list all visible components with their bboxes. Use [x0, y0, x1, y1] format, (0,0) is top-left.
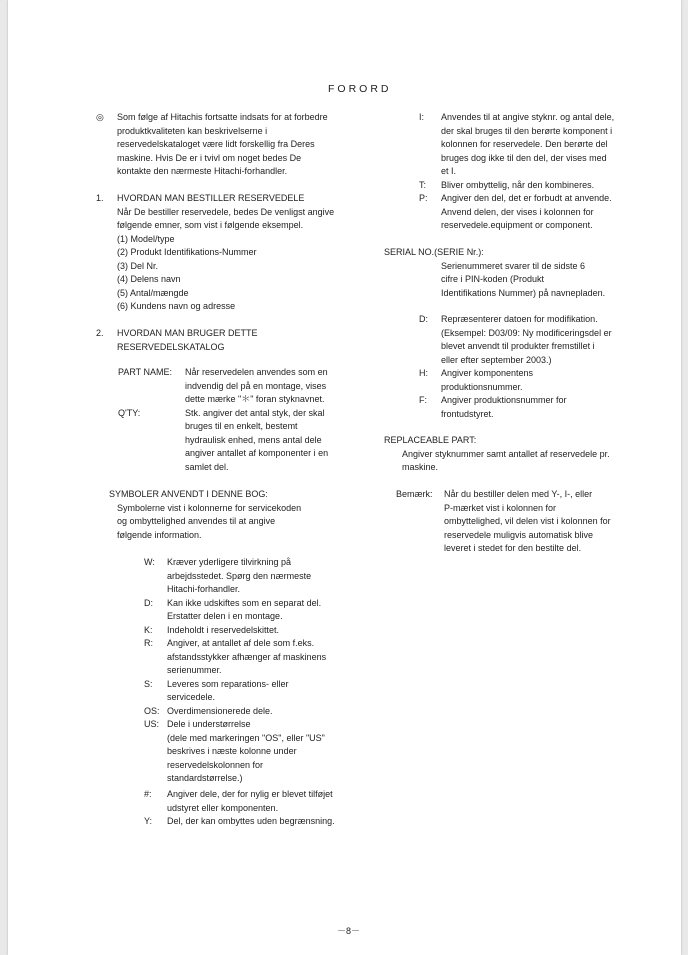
symbol-text: Angiver, at antallet af dele som f.eks.	[167, 638, 315, 648]
section-heading: RESERVEDELSKATALOG	[117, 341, 225, 352]
term-text: bruges til en enkelt, bestemt	[185, 421, 298, 431]
symbol-key: D:	[144, 597, 153, 608]
code-text: der skal bruges til den berørte komponent i	[441, 125, 613, 136]
replaceable-heading: REPLACEABLE PART:	[384, 435, 477, 445]
replaceable-text: Angiver styknummer samt antallet af reservedele pr.	[402, 448, 610, 459]
symbol-text: Erstatter delen i en montage.	[167, 611, 283, 621]
page-number: －8－	[337, 926, 361, 936]
symbol-key: W:	[144, 557, 155, 567]
symbol-text: Kan ikke udskiftes som en separat del.	[167, 597, 322, 608]
code-text: bruges dog ikke til den del, der vises med	[441, 152, 607, 163]
code-text: produktionsnummer.	[441, 381, 523, 392]
list-item: (6) Kundens navn og adresse	[117, 301, 236, 311]
list-item: (3) Del Nr.	[117, 260, 159, 271]
code-key: H:	[419, 368, 428, 378]
remark-text: P-mærket vist i kolonnen for	[444, 502, 557, 513]
symbol-key: K:	[144, 624, 153, 635]
code-text: Bliver ombyttelig, når den kombineres.	[441, 179, 595, 190]
symbol-text: Indeholdt i reservedelskittet.	[167, 624, 280, 635]
code-text: frontudstyret.	[441, 408, 494, 419]
intro-line: maskine. Hvis De er i tvivl om noget bedes De	[117, 152, 302, 163]
symbol-text: Kræver yderligere tilvirkning på	[167, 557, 292, 567]
code-text: Anvend delen, der vises i kolonnen for	[441, 206, 594, 217]
section-number: 1.	[96, 193, 104, 203]
remark-text: leveret i stedet for den bestilte del.	[444, 543, 582, 553]
symbol-text: serienummer.	[167, 665, 222, 675]
intro-line: kontakte den nærmeste Hitachi-forhandler.	[117, 166, 288, 176]
remark-text: reservedele muligvis automatisk blive	[444, 529, 594, 540]
symbols-intro: følgende information.	[117, 529, 202, 540]
symbol-key: US:	[144, 719, 160, 729]
code-text: Angiver produktionsnummer for	[441, 395, 567, 405]
code-text: eller efter september 2003.)	[441, 354, 552, 365]
document-page	[8, 0, 681, 955]
code-text: reservedele.equipment or component.	[441, 220, 593, 230]
symbol-text: arbejdsstedet. Spørg den nærmeste	[167, 570, 312, 581]
term-text: angiver antallet af komponenter i en	[185, 448, 329, 458]
symbol-key: Y:	[144, 816, 153, 826]
symbols-intro: og ombyttelighed anvendes til at angive	[117, 516, 276, 526]
symbol-text: standardstørrelse.)	[167, 773, 243, 783]
term-text: indvendig del på en montage, vises	[185, 380, 327, 391]
code-key: I:	[419, 112, 425, 122]
list-item: (1) Model/type	[117, 233, 175, 244]
serial-text: Identifikations Nummer) på navnepladen.	[441, 287, 606, 298]
code-text: et I.	[441, 166, 457, 176]
code-text: (Eksempel: D03/09: Ny modificeringsdel er	[441, 327, 612, 338]
replaceable-text: maskine.	[402, 462, 439, 472]
bullet-marker: ◎	[96, 112, 104, 122]
code-text: kolonnen for reservedele. Den berørte del	[441, 139, 608, 149]
symbol-key: OS:	[144, 705, 160, 716]
section-heading: HVORDAN MAN BRUGER DETTE	[117, 328, 258, 338]
code-key: T:	[419, 179, 427, 190]
symbol-text: Angiver dele, der for nylig er blevet tilføjet	[167, 789, 333, 799]
term-text: Stk. angiver det antal styk, der skal	[185, 407, 325, 418]
symbol-key: R:	[144, 638, 153, 648]
symbol-key: #:	[144, 789, 152, 799]
section-text: følgende emner, som vist i følgende eksempel.	[117, 220, 304, 230]
symbol-text: beskrives i næste kolonne under	[167, 746, 297, 756]
symbol-text: Dele i understørrelse	[167, 719, 251, 729]
list-item: (5) Antal/mængde	[117, 287, 189, 298]
code-key: F:	[419, 395, 427, 405]
intro-line: reservedelskataloget være lidt forskellig fra Deres	[117, 139, 315, 149]
serial-text: Serienummeret svarer til de sidste 6	[441, 260, 586, 271]
remark-text: ombyttelighed, vil delen vist i kolonnen for	[444, 516, 611, 526]
code-text: blevet anvendt til produkter fremstillet i	[441, 341, 595, 351]
code-text: Anvendes til at angive styknr. og antal dele,	[441, 112, 615, 122]
serial-text: cifre i PIN-koden (Produkt	[441, 274, 545, 284]
symbol-key: S:	[144, 678, 153, 689]
code-text: Angiver den del, det er forbudt at anvende.	[441, 193, 612, 203]
term-key: PART NAME:	[118, 367, 173, 377]
remark-key: Bemærk:	[396, 489, 433, 499]
list-item: (2) Produkt Identifikations-Nummer	[117, 247, 257, 257]
term-text: dette mærke "＊" foran styknavnet.	[185, 394, 325, 404]
symbols-intro: Symbolerne vist i kolonnerne for servicekoden	[117, 502, 302, 513]
intro-line: Som følge af Hitachis fortsatte indsats for at forbedre	[117, 112, 328, 122]
symbol-text: (dele med markeringen "OS", eller "US"	[167, 732, 325, 743]
symbol-text: afstandsstykker afhænger af maskinens	[167, 651, 327, 662]
code-text: Repræsenterer datoen for modifikation.	[441, 314, 598, 324]
symbol-text: Overdimensionerede dele.	[167, 705, 273, 716]
term-text: Når reservedelen anvendes som en	[185, 367, 328, 377]
term-key: Q'TY:	[118, 407, 141, 418]
code-text: Angiver komponentens	[441, 368, 534, 378]
symbol-text: reservedelskolonnen for	[167, 759, 264, 770]
serial-heading: SERIAL NO.(SERIE Nr.):	[384, 247, 484, 257]
code-key: D:	[419, 314, 428, 324]
term-text: samlet del.	[185, 461, 229, 472]
symbol-text: udstyret eller komponenten.	[167, 802, 279, 813]
term-text: hydraulisk enhed, mens antal dele	[185, 434, 322, 445]
section-number: 2.	[96, 328, 104, 338]
section-heading: HVORDAN MAN BESTILLER RESERVEDELE	[117, 193, 305, 203]
section-text: Når De bestiller reservedele, bedes De venligst angive	[117, 206, 335, 217]
code-key: P:	[419, 193, 428, 203]
symbols-heading: SYMBOLER ANVENDT I DENNE BOG:	[109, 489, 268, 499]
intro-line: produktkvaliteten kan beskrivelserne i	[117, 125, 268, 136]
list-item: (4) Delens navn	[117, 274, 181, 284]
symbol-text: Leveres som reparations- eller	[167, 678, 289, 689]
remark-text: Når du bestiller delen med Y-, I-, eller	[444, 489, 593, 499]
symbol-text: servicedele.	[167, 692, 216, 702]
symbol-text: Hitachi-forhandler.	[167, 584, 241, 594]
symbol-text: Del, der kan ombyttes uden begrænsning.	[167, 816, 335, 826]
page-title: FORORD	[328, 83, 392, 95]
